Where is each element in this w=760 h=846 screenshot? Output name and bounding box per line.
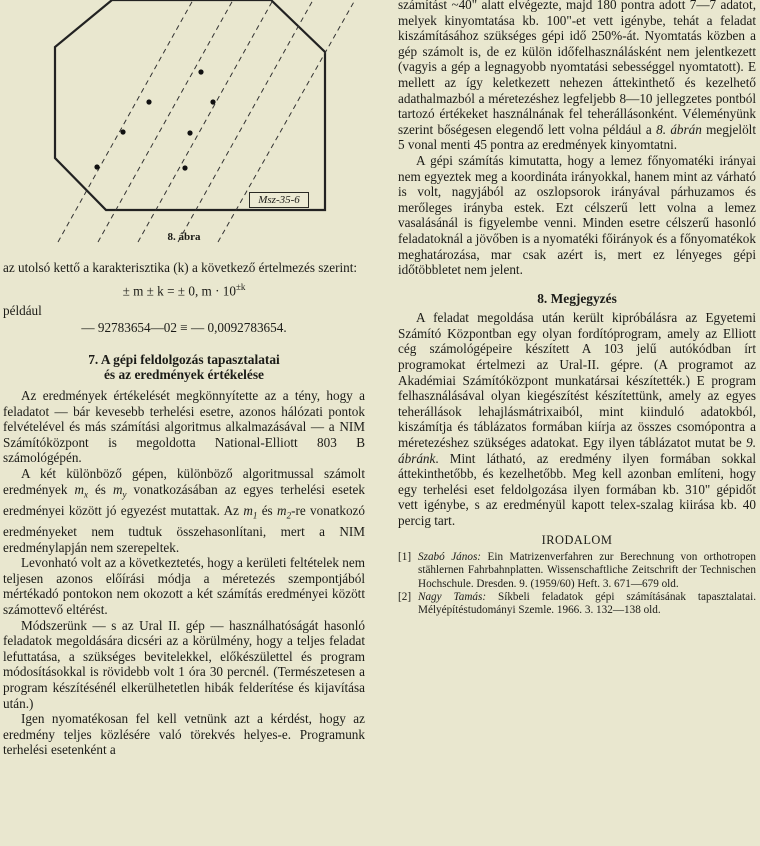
p2-text-e: -re vonatkozó eredményeket nem tudtuk összehasonlítani, mert a NIM eredménylapján nem szerepeltek. [3,502,365,555]
section-7-paragraph-5: Igen nyomatékosan fel kell vetnünk azt a kérdést, hogy az eredmény teljes közlésére való törekvés helyes-e. Programunk terhelési esetenként a [3,711,365,758]
figure-9-reference: 9. ábránk [398,435,756,466]
section-8-title: 8. Megjegyzés [537,290,617,306]
section-7-paragraph-1: Az eredmények értékelését megkönnyítette az a tény, hogy a feladatot — bár kevesebb terhelési esetre, azonos hálózati pontok felvételével és más számítási algoritmus alkalmazásával — a NIM Számítóközpont is megoldotta National-Elliott 803 B számológépén. [3,387,365,466]
section-7-paragraph-2 [3,466,365,555]
formula-2: — 92783654—02 ≡ — 0,0092783654. [81,320,287,336]
symbol-m2: m [277,502,287,518]
p1-text: számítást ~40" alatt elvégezte, majd 180 pontra adott 7—7 adatot, melyek kinyomtatása kb. 100"-et vett igénybe, tehát a feladat kiszámításához szükséges gépi idő 250%-át. Nyomtatás közben a gép számolt is, de ez külön időfelhasználásként nem jelentkezett (vagyis a gép a legnagyobb nyomtatási sebességgel nyomtatott). E mellett az így keletkezett nehezen áttekinthető és kezelhető adathalmazból a méretezéshez legfeljebb 8—10 jellegzetes pontból tartozó értékeket használnának fel teherállásonként. Véleményünk szerint bőségesen elegendő lett volna például a [398,0,756,137]
reference-text: Ein Matrizenverfahren zur Berechnung von orthotropen stählernen Fahrbahnplatten. Wissenschaftliche Zeitschrift der Technischen Hochschule. Dresden. 9. (1959/60) Heft. 3. 671—679 old. [418,551,756,590]
p3-text-end: . Mint látható, az eredmény ilyen formában sokkal áttekinthetőbb, és kezelhetőbb. Meg kell azonban említeni, hogy egy terhelési eset feldolgozása ilyen formában kb. 310" gépidőt vett igénybe, s az eredményül kapott telex-szalag kiirása kb. 40 percig tart. [398,450,756,528]
formula-1-text: ± m ± k = ± 0, m · 10 [122,282,236,298]
figure-8 [3,0,365,248]
left-text-block [3,260,365,758]
p2-text-b: és [87,481,113,497]
p2-text-d: és [257,502,278,518]
right-text-block [398,0,756,617]
symbol-m1-sub: 1 [252,510,258,521]
reference-author: Nagy Tamás: [418,590,487,603]
figure-8-reference: 8. ábrán [656,121,702,137]
principal-moments-paragraph: A gépi számítás kimutatta, hogy a lemez főnyomatéki irányai nem egyeztek meg a koordináta irányokkal, hanem mint az várható is volt, nagyjából az oszlopsorok irányával párhuzamos és merőleges irányba estek. Ezt célszerű lett volna a lemez vasalásánál is figyelembe venni. Minden esetre célszerű hasonló feladatoknál a jövőben is a nyomatéki főirányok és a főnyomatékok meghatározása, mar csak azért is, mert ez lényeges gépi időtöbbletet nem jelent. [398,152,756,278]
reference-number: [2] [398,590,412,603]
figure-tag-label: Msz-35-6 [249,192,309,208]
figure-8-drawing [3,0,365,248]
section-7-title-line-1: 7. A gépi feldolgozás tapasztalatai [88,351,280,367]
section-7-paragraph-3: Levonható volt az a következtetés, hogy a kerületi feltételek nem teljesen azonos előírási módja a méretezés szempontjából mértékadó pontokon nem okozott a két számítás eredményei között számottevő eltérést. [3,555,365,617]
continuation-paragraph [398,0,756,153]
section-7-title-line-2: és az eredmények értékelése [103,367,264,383]
intro-paragraph: az utolsó kettő a karakterisztika (k) a következő értelmezés szerint: [3,260,358,275]
symbol-m1: m [243,502,253,518]
reference-text: Síkbeli feladatok gépi számításának tapasztalatai. Mélyépítéstudományi Szemle. 1966. 3. 132—138 old. [418,590,756,616]
p2-text-a: A két különböző gépen, különböző algoritmussal számolt eredmények [3,465,365,497]
reference-item [398,551,756,591]
references-list [398,551,756,617]
section-7-paragraph-4: Módszerünk — s az Ural II. gép — használhatóságát hasonló feladatok megoldására dicséri az a körülmény, hogy a teljes feladat lefuttatása, a szükséges bevitelekkel, előkészülettel és program módosításokkal is rövidebb volt 1 óra 30 percnél. (Természetesen a program készítésénél elkerülhetetlen hibák felderítése és kijavítása után.) [3,617,365,711]
reference-item [398,591,756,617]
reference-author: Szabó János: [418,551,482,564]
symbol-my-sub: y [122,489,127,500]
formula-1-exponent: ±k [235,281,246,292]
symbol-my: m [112,481,123,497]
section-8-paragraph [398,310,756,528]
example-label: például [3,302,42,318]
reference-number: [1] [398,551,412,564]
node-points [94,69,215,170]
formula-1 [3,280,365,299]
figure-caption: 8. ábra [167,231,201,243]
p2-text-c: vonatkozásában az egyes terhelési esetek eredményei között jó egyezést mutattak. Az [3,481,365,518]
symbol-m2-sub: 2 [286,510,292,521]
p1-text-end: megjelölt 5 vonal menti 45 pontra az eredmények kinyomtatni. [398,121,756,153]
references-title: IRODALOM [541,532,613,547]
symbol-mx-sub: x [83,489,88,500]
p3-text: A feladat megoldása után került kipróbálásra az Egyetemi Számító Központban egy olyan fordítóprogram, amely az Elliott cég számológépeire készített A 103 jelű autókódban írt programokat értelmezi az Ural-II. gépre. (A programot az Akadémiai Számítóközpont munkatársai készítették.) E program felhasználásával olyan kiegészítést készítettünk, amely az egyes teherállások lehajlásmátrixaiból, mint kiinduló adatokból, kiszámítja és táblázatos formában kiírja az összes csomópontra a méretezéshez szükséges adatokat. Egy ilyen táblázatot mutat be [398,310,756,451]
symbol-mx: m [74,481,84,497]
plate-outline [55,0,325,210]
